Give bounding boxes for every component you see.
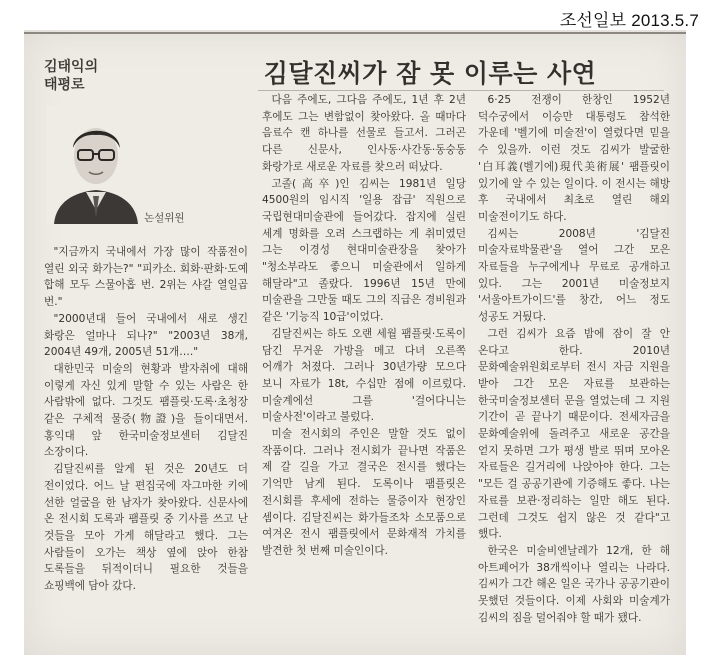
column-series-line2: 태평로 [44, 77, 85, 93]
article-column-3 [478, 92, 670, 627]
article-column-1 [44, 244, 248, 595]
headline-rule [258, 90, 664, 91]
paragraph: 다음 주에도, 그다음 주에도, 1년 후 2년 후에도 그는 변함없이 찾아왔다. 올 때마다 음료수 캔 하나를 선물로 들고서. 그러곤 다른 신문사, 인사동·사간동·동숭동 화랑가로 새로운 자료를 찾으러 떠났다. [262, 94, 466, 173]
paragraph: 6·25 전쟁이 한창인 1952년 덕수궁에서 이승만 대통령도 참석한 가운데 '벨기에 미술전'이 열렸다면 믿을 수 있을까. 이런 것도 김씨가 발굴한 '白耳義(벨기에)現代美術展' 팸플릿이 있기에 알 수 있는 일이다. 이 전시는 해방 후 국내에서 최초로 열린 해외 미술전이기도 하다. [478, 94, 670, 223]
article-clipping [24, 30, 686, 655]
author-byline: 논설위원 [144, 212, 185, 224]
author-portrait [46, 106, 146, 224]
column-series-line1: 김태익의 [44, 59, 99, 75]
paragraph: 김달진씨를 알게 된 것은 20년도 더 전이었다. 어느 날 편집국에 자그마한 키에 선한 얼굴을 한 남자가 찾아왔다. 신문사에 온 전시회 도록과 팸플릿 중 기사를 쓰고 난 것들을 모아 가게 해달라고 했다. 그는 사람들이 오가는 책상 옆에 앉아 한참 도록들을 뒤적이더니 필요한 것들을 쇼핑백에 담아 갔다. [44, 463, 248, 593]
paragraph: "지금까지 국내에서 가장 많이 작품전이 열린 외국 화가는?" "피카소. 회화·판화·도예 합해 모두 스물아홉 번. 2위는 샤갈 열일곱 번." [44, 246, 248, 309]
newspaper-source-date: 조선일보 2013.5.7 [559, 11, 699, 30]
article-column-2 [262, 92, 466, 560]
paragraph: 김달진씨는 하도 오랜 세월 팸플릿·도록이 담긴 무거운 가방을 메고 다녀 오른쪽 어깨가 처졌다. 그러나 30년가량 모으다 보니 자료가 18t, 수십만 점에 이르렀다. 미술계에선 그를 '걸어다니는 미술사전'이라고 불렀다. [262, 327, 466, 424]
paragraph: 김씨는 2008년 '김달진 미술자료박물관'을 열어 그간 모은 자료들을 누구에게나 무료로 공개하고 있다. 그는 2001년 미술정보지 '서울아트가이드'를 창간, 어느 정도 성공도 거뒀다. [478, 227, 670, 324]
column-series-name [44, 58, 98, 94]
paragraph: 그런 김씨가 요즘 밤에 잠이 잘 안 온다고 한다. 2010년 문화예술위원회로부터 전시 자금 지원을 받아 그간 모은 자료를 보관하는 한국미술정보센터 문을 열었는데 그 지원 기간이 곧 끝나기 때문이다. 전세자금을 문화예술위에 돌려주고 새로운 공간을 얻지 못하면 그가 평생 발로 뛰며 모아온 자료들은 길거리에 나앉아야 한다. 그는 "모든 걸 공공기관에 기증해도 좋다. 나는 자료를 보관·정리하는 일만 해도 된다. 그런데 그것도 쉽지 않은 것 같다"고 했다. [478, 327, 670, 541]
paragraph: 대한민국 미술의 현황과 발자취에 대해 이렇게 자신 있게 말할 수 있는 사람은 한 사람밖에 없다. 그것도 팸플릿·도록·초청장 같은 구체적 물증(物證)을 들이대면서. 홍익대 앞 한국미술정보센터 김달진 소장이다. [44, 362, 248, 459]
paragraph: 한국은 미술비엔날레가 12개, 한 해 아트페어가 38개씩이나 열리는 나라다. 김씨가 그간 해온 일은 국가나 공공기관이 못했던 것들이다. 이제 사회와 미술계가 김씨의 짐을 덜어줘야 할 때가 됐다. [478, 544, 670, 624]
paragraph: 고졸(高卒)인 김씨는 1981년 일당 4500원의 임시직 '일용 잡급' 직원으로 국립현대미술관에 들어갔다. 잡지에 실린 세계 명화를 오려 스크랩하는 게 취미였던 그는 이경성 현대미술관장을 찾아가 "청소부라도 좋으니 미술관에서 일하게 해달라"고 졸랐다. 1996년 15년 만에 미술관을 그만둘 때도 그의 직급은 경비원과 같은 '기능직 10급'이었다. [262, 177, 466, 324]
top-rule [24, 32, 686, 34]
article-headline: 김달진씨가 잠 못 이루는 사연 [263, 59, 597, 88]
paragraph: 미술 전시회의 주인은 말할 것도 없이 작품이다. 그러나 전시회가 끝나면 작품은 제 갈 길을 가고 결국은 전시를 했다는 기억만 남게 된다. 도록이나 팸플릿은 전시회를 후세에 전하는 물증이자 현장인 셈이다. 김달진씨는 화가들조차 소모품으로 여겨온 전시 팸플릿에서 문화재적 가치를 발견한 첫 번째 미술인이다. [262, 428, 466, 557]
paragraph: "2000년대 들어 국내에서 새로 생긴 화랑은 얼마나 되나?" "2003년 38개, 2004년 49개, 2005년 51개…." [44, 312, 248, 359]
